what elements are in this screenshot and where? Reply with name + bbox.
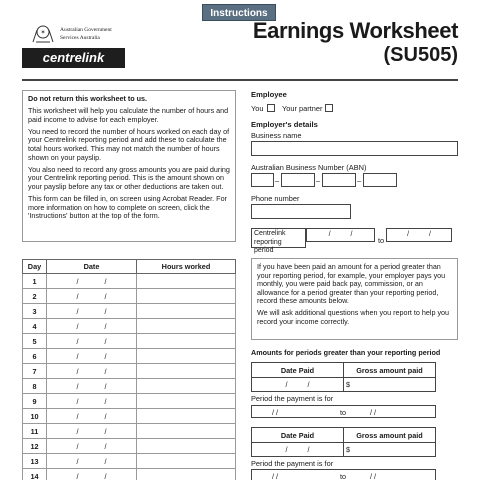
partner-checkbox[interactable] — [325, 104, 333, 112]
day-number: 6 — [23, 349, 47, 364]
day-number: 9 — [23, 394, 47, 409]
phone-field[interactable] — [251, 204, 351, 219]
info-paragraph: This worksheet will help you calculate the number of hours and paid income to advise for each employer. — [28, 106, 229, 124]
days-table — [22, 259, 236, 480]
period-for-label: Period the payment is for — [251, 459, 334, 468]
hours-worked-field[interactable] — [137, 274, 236, 289]
day-number: 8 — [23, 379, 47, 394]
page-title: Earnings Worksheet — [252, 18, 458, 43]
hours-worked-field[interactable] — [137, 454, 236, 469]
col-header-date-paid: Date Paid — [252, 363, 344, 378]
info-paragraph: We will ask additional questions when you report to help you record your income correctly. — [257, 308, 450, 327]
info-box — [22, 90, 236, 242]
to-label: to — [378, 236, 385, 245]
coat-of-arms-icon — [30, 24, 56, 44]
day-number: 7 — [23, 364, 47, 379]
date-field[interactable]: / / — [47, 364, 137, 379]
info-paragraph: If you have been paid an amount for a period greater than your reporting period, for example, your employer pays you monthly, you were paid back pay, commission, or an allowance for a period greater than your reporting period, record these amounts below. — [257, 262, 446, 306]
info-paragraph: You need to record the number of hours worked on each day of your Centrelink reporting period and add these to calculate the total hours worked. This may not match the number of hours shown on your payslip. — [28, 126, 230, 162]
date-paid-field[interactable]: / / — [252, 378, 344, 392]
table-row — [23, 424, 236, 439]
table-row — [23, 274, 236, 289]
day-number: 4 — [23, 319, 47, 334]
table-row — [23, 349, 236, 364]
abn-field-1[interactable] — [251, 173, 274, 187]
reporting-period-label: Centrelink reporting period — [251, 228, 306, 248]
period-for-field[interactable]: / / to / / — [251, 469, 436, 480]
day-number: 13 — [23, 454, 47, 469]
business-name-field[interactable] — [251, 141, 458, 156]
employer-details-heading: Employer's details — [251, 120, 318, 129]
date-field[interactable]: / / — [47, 469, 137, 480]
hours-worked-field[interactable] — [137, 424, 236, 439]
hours-worked-field[interactable] — [137, 289, 236, 304]
you-label: You — [251, 104, 264, 113]
col-header-date: Date — [47, 260, 137, 274]
date-field[interactable]: / / — [47, 349, 137, 364]
abn-field-2[interactable] — [281, 173, 315, 187]
table-row — [23, 379, 236, 394]
date-field[interactable]: / / — [47, 394, 137, 409]
payment-table-2 — [251, 427, 436, 457]
table-row — [23, 364, 236, 379]
table-row — [23, 319, 236, 334]
partner-label: Your partner — [282, 104, 323, 113]
greater-period-info-box — [251, 258, 458, 340]
table-row — [23, 409, 236, 424]
hours-worked-field[interactable] — [137, 334, 236, 349]
gross-amount-field[interactable]: $ — [344, 378, 436, 392]
payments-heading: Amounts for periods greater than your reporting period — [251, 348, 441, 357]
date-field[interactable]: / / — [47, 439, 137, 454]
date-field[interactable]: / / — [47, 424, 137, 439]
form-code: (SU505) — [383, 44, 458, 66]
date-field[interactable]: / / — [47, 409, 137, 424]
svg-text:✶: ✶ — [40, 30, 46, 36]
day-number: 11 — [23, 424, 47, 439]
period-for-field[interactable]: / / to / / — [251, 405, 436, 418]
period-for-label: Period the payment is for — [251, 394, 334, 403]
table-row — [23, 394, 236, 409]
business-name-label: Business name — [251, 131, 302, 140]
col-header-hours: Hours worked — [137, 260, 236, 274]
info-paragraph: You also need to record any gross amounts you are paid during your Centrelink reporting period. This is the amount shown on your payslip before any tax or other deductions are taken out. — [28, 164, 230, 191]
hours-worked-field[interactable] — [137, 394, 236, 409]
gov-line-2: Services Australia — [60, 35, 100, 41]
abn-field-4[interactable] — [363, 173, 397, 187]
day-number: 12 — [23, 439, 47, 454]
header-divider — [22, 79, 458, 81]
hours-worked-field[interactable] — [137, 469, 236, 480]
date-field[interactable]: / / — [47, 274, 137, 289]
date-field[interactable]: / / — [47, 454, 137, 469]
table-row — [23, 439, 236, 454]
phone-label: Phone number — [251, 194, 300, 203]
payment-table-1 — [251, 362, 436, 392]
hours-worked-field[interactable] — [137, 349, 236, 364]
table-row — [23, 469, 236, 480]
hours-worked-field[interactable] — [137, 409, 236, 424]
instructions-button[interactable]: Instructions — [202, 4, 276, 21]
employee-heading: Employee — [251, 90, 287, 99]
gov-line-1: Australian Government — [60, 27, 112, 33]
hours-worked-field[interactable] — [137, 304, 236, 319]
abn-label: Australian Business Number (ABN) — [251, 163, 367, 172]
reporting-period-start-field[interactable]: / / — [306, 228, 375, 242]
date-field[interactable]: / / — [47, 289, 137, 304]
info-paragraph: This form can be filled in, on screen using Acrobat Reader. For more information on how to complete on screen, click the 'Instructions' button at the top of the form. — [28, 193, 227, 221]
day-number: 3 — [23, 304, 47, 319]
col-header-day: Day — [23, 260, 47, 274]
reporting-period-end-field[interactable]: / / — [386, 228, 452, 242]
date-paid-field[interactable]: / / — [252, 443, 344, 457]
day-number: 5 — [23, 334, 47, 349]
day-number: 2 — [23, 289, 47, 304]
hours-worked-field[interactable] — [137, 319, 236, 334]
day-number: 14 — [23, 469, 47, 480]
table-row — [23, 454, 236, 469]
centrelink-logo: centrelink — [22, 48, 125, 68]
col-header-gross-amount: Gross amount paid — [344, 363, 436, 378]
col-header-date-paid: Date Paid — [252, 428, 344, 443]
col-header-gross-amount: Gross amount paid — [344, 428, 436, 443]
date-field[interactable]: / / — [47, 304, 137, 319]
table-row — [23, 304, 236, 319]
gross-amount-field[interactable]: $ — [344, 443, 436, 457]
day-number: 1 — [23, 274, 47, 289]
you-checkbox[interactable] — [267, 104, 275, 112]
info-heading: Do not return this worksheet to us. — [28, 94, 148, 103]
date-field[interactable]: / / — [47, 319, 137, 334]
table-row — [23, 334, 236, 349]
date-field[interactable]: / / — [47, 379, 137, 394]
hours-worked-field[interactable] — [137, 364, 236, 379]
table-row — [23, 289, 236, 304]
date-field[interactable]: / / — [47, 334, 137, 349]
abn-field-3[interactable] — [322, 173, 356, 187]
day-number: 10 — [23, 409, 47, 424]
hours-worked-field[interactable] — [137, 379, 236, 394]
hours-worked-field[interactable] — [137, 439, 236, 454]
